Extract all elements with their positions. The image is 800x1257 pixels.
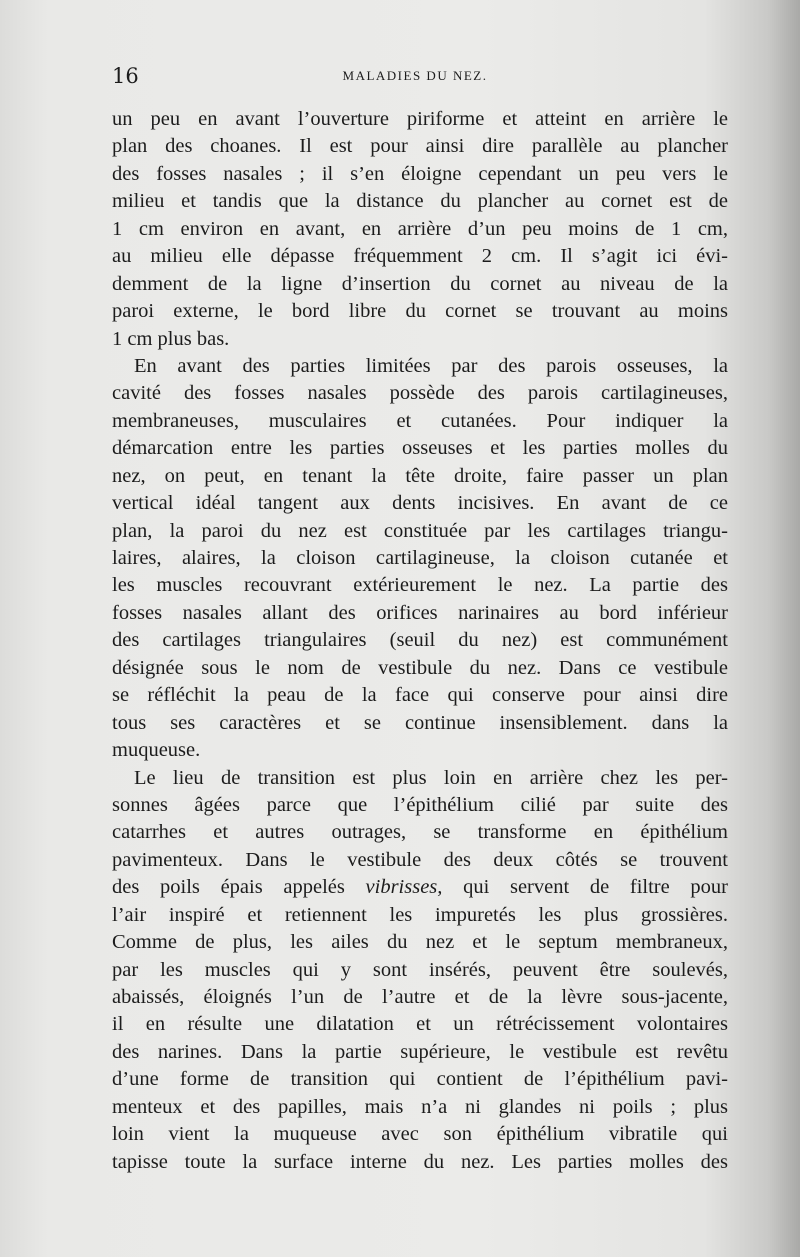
text-segment: des poils épais appelés — [112, 876, 366, 899]
text-segment: il en résulte une dilatation et un rétrécissement volontaires — [112, 1013, 728, 1036]
text-segment: paroi externe, le bord libre du cornet se trouvant au moins — [112, 300, 728, 323]
running-title: MALADIES DU NEZ. — [342, 68, 488, 83]
text-segment: Le lieu de transition est plus loin en arrière chez les per- — [134, 766, 728, 789]
text-line — [112, 984, 728, 1011]
text-segment: l’air inspiré et retiennent les impuretés les plus grossières. — [112, 903, 728, 926]
text-line — [112, 216, 728, 243]
text-segment: nez, on peut, en tenant la tête droite, faire passer un plan — [112, 464, 728, 487]
text-segment: muqueuse. — [112, 739, 201, 762]
text-line — [112, 655, 728, 682]
text-segment: abaissés, éloignés l’un de l’autre et de la lèvre sous-jacente, — [112, 986, 728, 1008]
text-line — [112, 847, 728, 874]
text-segment: sonnes âgées parce que l’épithélium cilié par suite des — [112, 793, 728, 816]
text-line — [112, 572, 728, 599]
text-line — [112, 1149, 728, 1176]
text-line — [112, 435, 728, 462]
text-line — [112, 819, 728, 846]
page-number: 16 — [112, 64, 139, 88]
text-line — [112, 353, 728, 380]
text-line — [112, 902, 728, 929]
text-line — [112, 737, 728, 764]
text-line — [112, 765, 728, 792]
text-line — [112, 792, 728, 819]
text-segment: des narines. Dans la partie supérieure, le vestibule est revêtu — [112, 1040, 728, 1063]
text-segment: demment de la ligne d’insertion du cornet au niveau de la — [112, 272, 728, 295]
text-segment: 1 cm environ en avant, en arrière d’un peu moins de 1 cm, — [112, 217, 728, 240]
text-segment: plan, la paroi du nez est constituée par les cartilages triangu- — [112, 519, 728, 542]
text-segment: désignée sous le nom de vestibule du nez. Dans ce vestibule — [112, 656, 728, 679]
text-segment: Comme de plus, les ailes du nez et le septum membraneux, — [112, 931, 728, 954]
text-segment: milieu et tandis que la distance du plancher au cornet est de — [112, 190, 728, 213]
text-line — [112, 1121, 728, 1148]
text-segment: tapisse toute la surface interne du nez. Les parties molles des — [112, 1150, 728, 1173]
text-line — [112, 1039, 728, 1066]
text-segment: démarcation entre les parties osseuses et les parties molles du — [112, 437, 728, 460]
text-segment: loin vient la muqueuse avec son épithélium vibratile qui — [112, 1123, 728, 1146]
italic-term: vibrisses, — [365, 876, 443, 899]
text-line — [112, 1066, 728, 1093]
text-segment: plan des choanes. Il est pour ainsi dire parallèle au plancher — [112, 135, 728, 158]
text-segment: les muscles recouvrant extérieurement le nez. La partie des — [112, 574, 728, 597]
text-line — [112, 106, 728, 133]
body-text — [112, 106, 728, 1176]
text-segment: catarrhes et autres outrages, se transforme en épithélium — [112, 821, 728, 844]
text-line — [112, 929, 728, 956]
text-line — [112, 1094, 728, 1121]
text-segment: En avant des parties limitées par des parois osseuses, la — [134, 354, 728, 377]
text-line — [112, 957, 728, 984]
text-segment: membraneuses, musculaires et cutanées. Pour indiquer la — [112, 409, 728, 432]
text-line — [112, 545, 728, 572]
text-line — [112, 874, 728, 901]
text-line — [112, 188, 728, 215]
text-segment: fosses nasales allant des orifices narinaires au bord inférieur — [112, 601, 728, 624]
text-line — [112, 380, 728, 407]
text-line — [112, 710, 728, 737]
text-segment: d’une forme de transition qui contient de l’épithélium pavi- — [112, 1068, 728, 1091]
text-line — [112, 298, 728, 325]
text-line — [112, 326, 728, 353]
text-segment: 1 cm plus bas. — [112, 327, 230, 350]
text-line — [112, 408, 728, 435]
text-line — [112, 682, 728, 709]
text-line — [112, 600, 728, 627]
text-line — [112, 490, 728, 517]
text-segment: cavité des fosses nasales possède des parois cartilagineuses, — [112, 382, 728, 405]
text-line — [112, 133, 728, 160]
text-line — [112, 271, 728, 298]
text-line — [112, 518, 728, 545]
text-segment: des cartilages triangulaires (seuil du nez) est communément — [112, 629, 728, 652]
text-segment: par les muscles qui y sont insérés, peuvent être soulevés, — [112, 958, 728, 981]
text-segment: des fosses nasales ; il s’en éloigne cependant un peu vers le — [112, 162, 728, 185]
text-segment: vertical idéal tangent aux dents incisives. En avant de ce — [112, 492, 728, 515]
text-segment: se réfléchit la peau de la face qui conserve pour ainsi dire — [112, 684, 728, 707]
text-line — [112, 627, 728, 654]
text-line — [112, 463, 728, 490]
text-segment: pavimenteux. Dans le vestibule des deux côtés se trouvent — [112, 848, 728, 871]
text-segment: laires, alaires, la cloison cartilagineuse, la cloison cutanée et — [112, 547, 728, 569]
text-line — [112, 1011, 728, 1038]
text-segment: un peu en avant l’ouverture piriforme et atteint en arrière le — [112, 108, 728, 130]
text-segment: qui servent de filtre pour — [442, 876, 728, 899]
text-segment: au milieu elle dépasse fréquemment 2 cm. Il s’agit ici évi- — [112, 245, 728, 268]
text-line — [112, 243, 728, 270]
text-segment: tous ses caractères et se continue insensiblement. dans la — [112, 711, 728, 734]
text-line — [112, 161, 728, 188]
text-segment: menteux et des papilles, mais n’a ni glandes ni poils ; plus — [112, 1095, 728, 1118]
